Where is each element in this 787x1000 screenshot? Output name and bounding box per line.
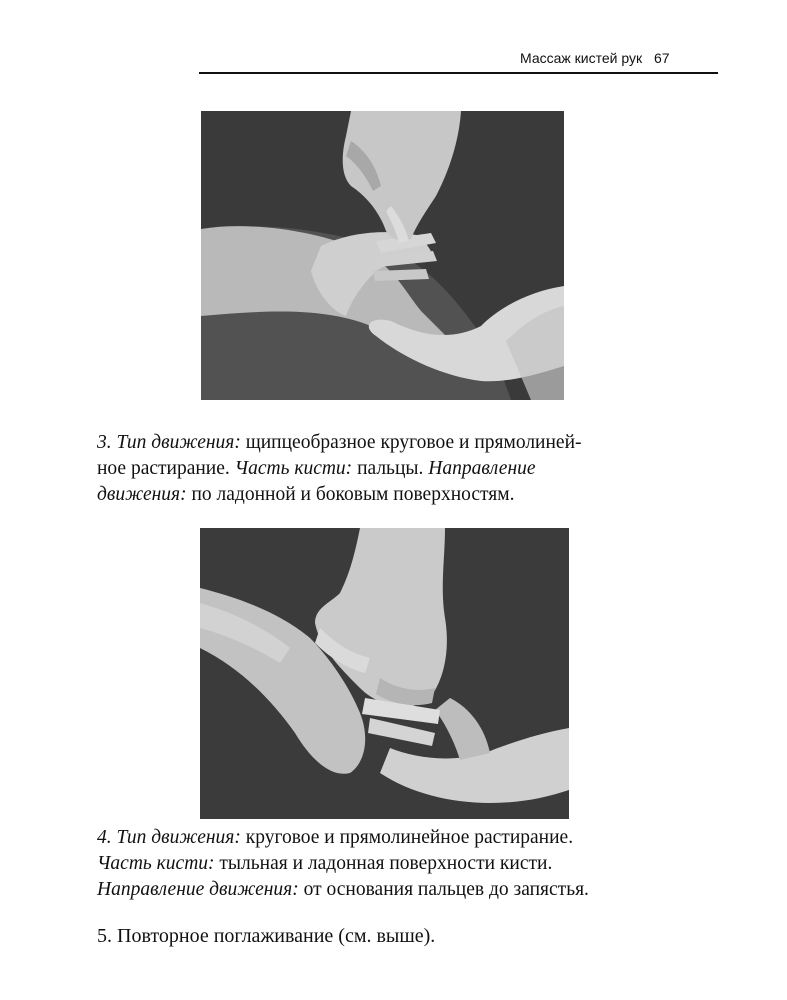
caption-4-movement-label: Тип движения: xyxy=(116,827,241,848)
caption-3-movement-text-cont: ное растирание. xyxy=(97,458,230,479)
caption-3-number: 3. xyxy=(97,432,112,453)
caption-3-direction-text: по ладонной и боковым поверхностям. xyxy=(191,484,515,505)
photo-hands-back-palm-rubbing xyxy=(200,528,569,819)
caption-4-movement-text: круговое и прямолинейное растирание. xyxy=(245,827,574,848)
step-5-paragraph xyxy=(97,923,435,949)
caption-4-number: 4. xyxy=(97,827,112,848)
caption-3-direction-label: Направление xyxy=(428,458,536,479)
figure-caption-3 xyxy=(97,430,582,508)
photo-hands-pinch-rubbing-icon xyxy=(201,111,564,400)
caption-3-part-text: пальцы. xyxy=(357,458,424,479)
header-rule xyxy=(199,72,718,74)
caption-4-direction-text: от основания пальцев до запястья. xyxy=(303,879,589,900)
photo-hands-back-palm-rubbing-icon xyxy=(200,528,569,819)
caption-3-direction-label-cont: движения: xyxy=(97,484,187,505)
step-5-text: 5. Повторное поглаживание (см. выше). xyxy=(97,925,436,947)
caption-3-part-label: Часть кисти: xyxy=(234,458,353,479)
running-header xyxy=(520,50,670,66)
caption-3-movement-label: Тип движения: xyxy=(116,432,241,453)
running-header-title: Массаж кистей рук xyxy=(520,50,643,66)
caption-4-direction-label: Направление движения: xyxy=(97,879,299,900)
caption-4-part-text: тыльная и ладонная поверхности кисти. xyxy=(219,853,553,874)
photo-hands-pinch-rubbing xyxy=(201,111,564,400)
caption-3-movement-text: щипцеобразное круговое и прямолиней- xyxy=(245,432,582,453)
figure-caption-4 xyxy=(97,825,589,903)
page-number: 67 xyxy=(654,50,670,66)
caption-4-part-label: Часть кисти: xyxy=(97,853,215,874)
